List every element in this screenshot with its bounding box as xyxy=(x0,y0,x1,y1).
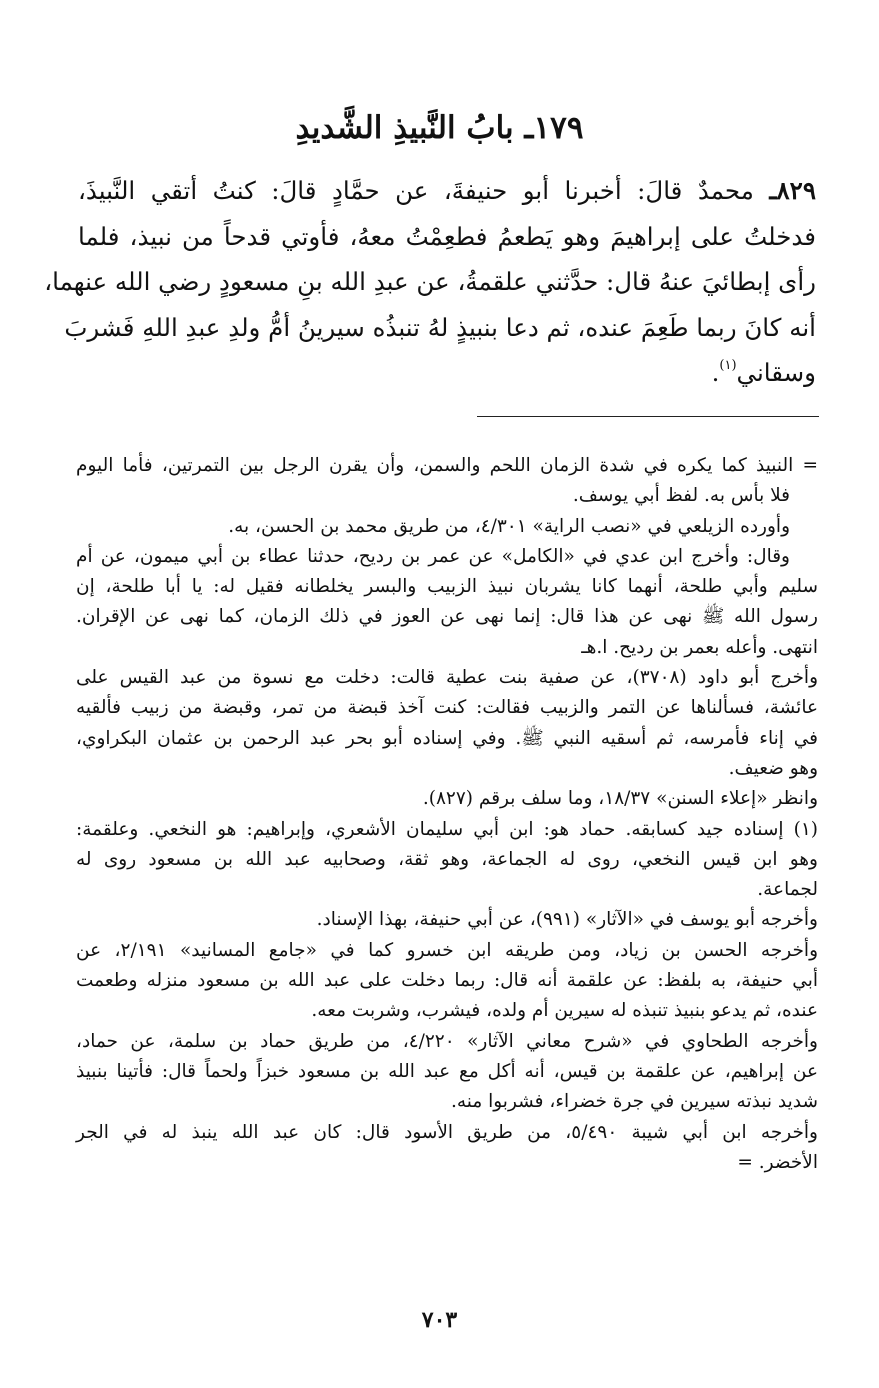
hadith-line xyxy=(78,350,816,396)
hadith-ending: . xyxy=(711,358,720,387)
footnote-line: وأورده الزيلعي في «نصب الراية» ٤/٣٠١، من طريق محمد بن الحسن، به. xyxy=(228,515,790,537)
footnote-1-line: شديد نبذته سيرين في جرة خضراء، فشربوا منه. xyxy=(450,1091,818,1113)
footnote-line: وقال: وأخرج ابن عدي في «الكامل» عن عمر بن رديح، حدثنا عطاء بن أبي ميمون، عن أم xyxy=(76,545,790,567)
footnote-line: في إناء فأمرسه، ثم أسقيه النبي ﷺ. وفي إسناده أبو بحر عبد الرحمن بن عثمان البكراوي، xyxy=(76,727,818,749)
footnote-1-line: لجماعة. xyxy=(757,879,818,901)
hadith-text xyxy=(44,168,816,396)
footnote-1-line: عنده، ثم يدعو بنبيذ تنبذه له سيرين أم ولده، فيشرب، وشربت معه. xyxy=(311,1000,818,1022)
footnote-line: = النبيذ كما يكره في شدة الزمان اللحم والسمن، وأن يقرن الرجل بين التمرتين، فأما اليوم xyxy=(76,455,818,476)
footnote-1-line: وأخرجه أبو يوسف في «الآثار» (٩٩١)، عن أبي حنيفة، بهذا الإسناد. xyxy=(316,909,818,931)
hadith-line-text: وسقاني xyxy=(736,358,816,387)
footnote-1-line: الأخضر. = xyxy=(737,1151,818,1173)
hadith-line: فدخلتُ على إبراهيمَ وهو يَطعمُ فطعِمْتُ معهُ، فأوتي قدحاً من نبيذ، فلما xyxy=(78,221,816,251)
page-number: ٧٠٣ xyxy=(421,1307,458,1333)
footnote-1-line: وأخرجه الحسن بن زياد، ومن طريقه ابن خسرو كما في «جامع المسانيد» ٢/١٩١، عن xyxy=(76,939,819,961)
footnote-line: وانظر «إعلاء السنن» ١٨/٣٧، وما سلف برقم (٨٢٧). xyxy=(422,788,818,810)
footnote-line: فلا بأس به. لفظ أبي يوسف. xyxy=(572,485,790,507)
footnote-line: عائشة، فسألناها عن التمر والزبيب فقالت: كنت آخذ قبضة من تمر، وقبضة من زبيب فألقيه xyxy=(76,697,818,719)
footnote-1-line: وأخرجه ابن أبي شيبة ٥/٤٩٠، من طريق الأسود قال: كان عبد الله ينبذ له في الجر xyxy=(76,1121,818,1143)
footnote-line: وهو ضعيف. xyxy=(728,757,818,779)
footnote-line: وأخرج أبو داود (٣٧٠٨)، عن صفية بنت عطية قالت: دخلت مع نسوة من عبد القيس على xyxy=(76,667,818,689)
footnote-1-line: وأخرجه الطحاوي في «شرح معاني الآثار» ٤/٢٢٠، من طريق حماد بن سلمة، عن حماد، xyxy=(76,1030,818,1052)
footnotes xyxy=(76,451,818,1178)
footnote-line: انتهى. وأعله بعمر بن رديح. ا.هـ xyxy=(581,636,818,658)
hadith-line-text: محمدٌ قالَ: أخبرنا أبو حنيفةَ، عن حمَّادٍ قالَ: كنتُ أتقي النَّبيذَ، xyxy=(78,176,770,205)
footnote-1-line: (١) إسناده جيد كسابقه. حماد هو: ابن أبي سليمان الأشعري، وإبراهيم: هو النخعي. وعلقمة: xyxy=(76,818,818,840)
footnote-1-line: عن إبراهيم، عن علقمة بن قيس، أنه أكل مع عبد الله بن مسعود خبزاً ولحماً قال: فأتينا بنبيذ xyxy=(76,1060,818,1082)
footnote-1-line: وهو ابن قيس النخعي، روى له الجماعة، وهو ثقة، وصحابيه عبد الله بن مسعود روى له xyxy=(76,848,818,870)
footnote-1-line: أبي حنيفة، به بلفظ: عن علقمة أنه قال: ربما دخلت على عبد الله بن مسعود منزله وطعمت xyxy=(76,970,818,992)
hadith-line: أنه كانَ ربما طَعِمَ عنده، ثم دعا بنبيذٍ لهُ تنبذُه سيرينُ أمُّ ولدِ عبدِ اللهِ فَشربَ xyxy=(64,312,816,342)
hadith-number: ٨٢٩ـ xyxy=(769,176,816,205)
footnote-line: رسول الله ﷺ نهى عن هذا قال: إنما نهى عن العوز في ذلك الزمان، كما نهى عن الإقران. xyxy=(76,606,818,628)
footnote-line: سليم وأبي طلحة، أنهما كانا يشربان نبيذ الزبيب والبسر يخلطانه فقيل له: يا أبا طلحة، إن xyxy=(76,576,818,598)
footnote-separator xyxy=(477,416,819,417)
hadith-line xyxy=(78,168,816,214)
hadith-line: رأى إبطائيَ عنهُ قال: حدَّثني علقمةُ، عن عبدِ الله بنِ مسعودٍ رضي الله عنهما، xyxy=(44,267,816,296)
footnote-reference: (١) xyxy=(719,358,737,373)
chapter-title: ١٧٩ـ بابُ النَّبيذِ الشَّديدِ xyxy=(295,110,584,146)
